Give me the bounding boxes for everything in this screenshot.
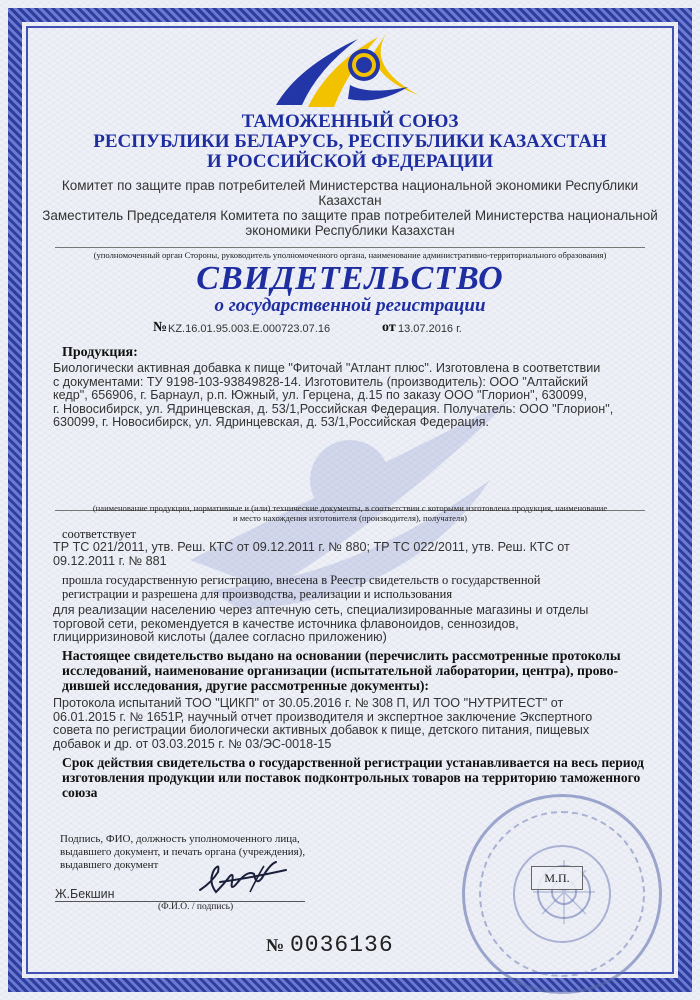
product-description [53,362,673,430]
form-number: 0036136 [290,932,394,958]
product-line-4: г. Новосибирск, ул. Ядринцевская, д. 53/1,Российская Федерация. Получатель: ООО "Глорион", [53,401,614,416]
handwritten-signature [190,852,300,902]
conformity-line-1: ТР ТС 021/2011, утв. Реш. КТС от 09.12.2011 г. № 880; ТР ТС 022/2011, утв. Реш. КТС от [53,540,570,554]
product-line-1: Биологически активная добавка к пище "Фиточай "Атлант плюс". Изготовлена в соответствии [53,361,601,375]
registration-label-line-2: регистрации и разрешена для производства, реализации и использования [62,587,453,601]
basis-label-line-2: исследований, наименование организации (испытательной лаборатории, центра), прово- [62,663,619,678]
conformity-text [53,541,673,568]
basis-line-4: добавок и др. от 03.03.2015 г. № 03/ЭС-0018-15 [53,736,332,751]
signature-caption-line-2: выдавшего документ, и печать органа (учреждения), [60,846,306,858]
registration-line-3: глицирризиновой кислоты (далее согласно приложению) [53,630,387,645]
authority-caption: (уполномоченный орган Стороны, руководитель уполномоченного органа, наименование административно-территориального образования) [93,250,607,260]
certificate-date-label: от [382,320,396,335]
union-line-3: И РОССИЙСКОЙ ФЕДЕРАЦИИ [206,151,494,172]
product-caption-line-2: и место нахождения изготовителя (производителя), получателя) [232,513,468,523]
certificate-title: СВИДЕТЕЛЬСТВО [196,260,504,297]
basis-line-2: 06.01.2015 г. № 1651Р, научный отчет производителя и экспертное заключение Экспертного [53,709,593,724]
authority-line-1: Комитет по защите прав потребителей Министерства национальной экономики Республики [61,178,639,193]
registration-line-2: торговой сети, рекомендуется в качестве источника флавоноидов, сеннозидов, [53,616,519,631]
registration-label [62,573,662,601]
conformity-label: соответствует [62,527,136,541]
signer-name: Ж.Бекшин [55,887,115,901]
certificate-number: KZ.16.01.95.003.E.000723.07.16 [168,323,331,335]
basis-label [62,648,662,693]
signature-name-caption: (Ф.И.О. / подпись) [158,902,234,912]
product-caption [40,503,660,523]
certificate-subtitle: о государственной регистрации [214,295,486,316]
certificate-date: 13.07.2016 г. [398,323,462,335]
basis-line-1: Протокола испытаний ТОО "ЦИКП" от 30.05.2016 г. № 308 П, ИЛ ТОО "НУТРИТЕСТ" от [53,696,564,710]
official-seal [462,794,662,994]
signature-caption-line-3: выдавшего документ [60,859,159,871]
validity-line-1: Срок действия свидетельства о государственной регистрации устанавливается на весь период [62,755,644,770]
product-line-2: с документами: ТУ 9198-103-93849828-14. Изготовитель (производитель): ООО "Алтайский [53,374,589,389]
validity-text [62,755,672,800]
basis-text [53,697,673,751]
product-label: Продукция: [62,345,138,360]
validity-line-2: изготовления продукции или поставок подконтрольных товаров на территорию таможенного [62,770,641,785]
authority-line-4: экономики Республики Казахстан [245,223,455,238]
union-line-1: ТАМОЖЕННЫЙ СОЮЗ [241,111,459,132]
authority-underline [55,247,645,248]
product-line-3: кедр", 656906, г. Барнаул, р.п. Южный, ул. Герцена, д.15 по заказу ООО "Глорион", 630099, [53,388,588,403]
signature-caption-line-1: Подпись, ФИО, должность уполномоченного лица, [60,833,300,845]
basis-label-line-1: Настоящее свидетельство выдано на основании (перечислить рассмотренные протоколы [62,648,621,663]
kazakhstan-emblem-icon [525,852,603,932]
certificate-number-label: № [153,320,168,335]
customs-union-title [60,112,640,172]
seal-label-box: М.П. [531,866,583,890]
form-number-label: № [266,935,285,955]
product-line-5: 630099, г. Новосибирск, ул. Ядринцевская, д. 53/1,Российская Федерация. [53,415,489,430]
product-caption-line-1: (наименование продукции, нормативные и (или) технические документы, в соответствии с которыми изготовлена продукция, наименование [92,503,608,513]
registration-label-line-1: прошла государственную регистрацию, внесена в Реестр свидетельств о государственной [62,573,541,587]
basis-line-3: совета по регистрации биологически активных добавок к пище, детского питания, пищевых [53,723,590,738]
authority-line-2: Казахстан [318,193,382,208]
customs-union-emblem [268,25,428,111]
registration-text [53,604,673,645]
basis-label-line-3: дившей исследования, другие рассмотренные документы): [62,678,430,693]
authority-line-3: Заместитель Председателя Комитета по защите прав потребителей Министерства национальной [42,208,658,223]
registration-line-1: для реализации населению через аптечную сеть, специализированные магазины и отделы [53,603,589,617]
validity-line-3: союза [62,785,98,800]
authority-block [30,178,670,238]
union-line-2: РЕСПУБЛИКИ БЕЛАРУСЬ, РЕСПУБЛИКИ КАЗАХСТАН [93,131,607,152]
conformity-line-2: 09.12.2011 г. № 881 [53,553,167,568]
